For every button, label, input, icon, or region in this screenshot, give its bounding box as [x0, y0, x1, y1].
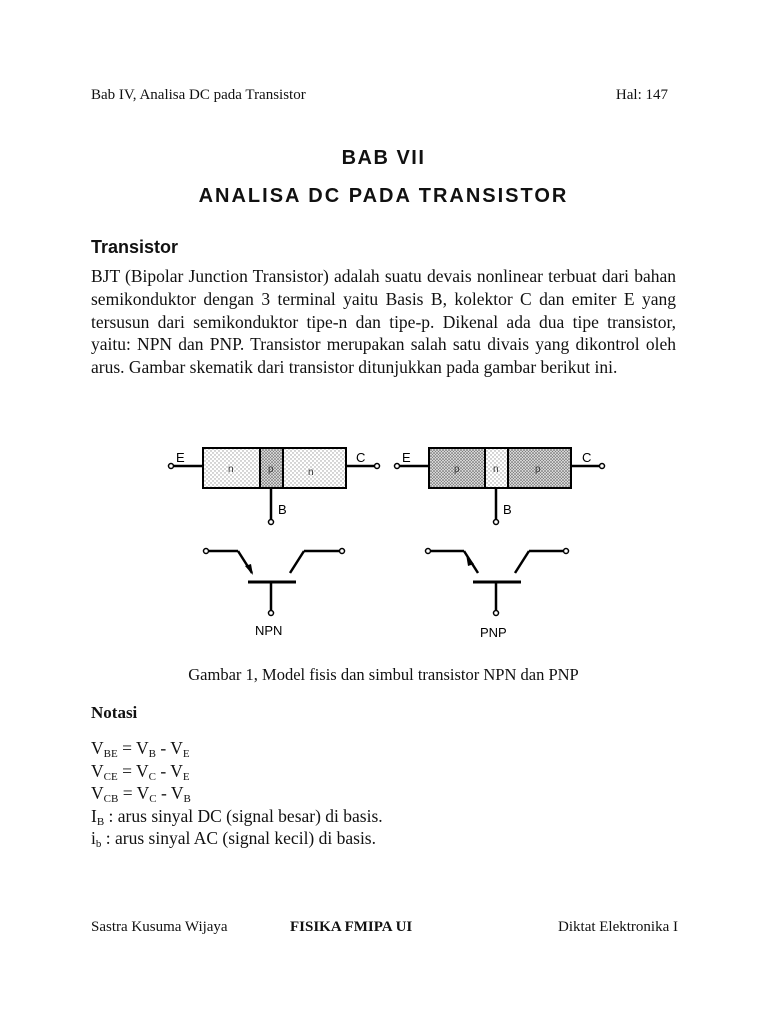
npn-symbol	[204, 549, 345, 639]
notasi-item-vbe: $V_{BE} = V_B - V_E$	[91, 738, 190, 760]
npn-collector-region	[283, 448, 346, 488]
transistor-diagram	[160, 440, 620, 650]
notasi-heading: Notasi	[91, 703, 138, 722]
npn-emitter-arrow	[245, 564, 253, 575]
body-paragraph: BJT (Bipolar Junction Transistor) adalah suatu devais nonlinear terbuat dari bahan semikonduktor dengan 3 terminal yaitu Basis B, kolektor C dan emiter E yang tersusun dari semikonduktor tipe-n dan tipe-p. Dikenal ada dua tipe transistor, yaitu: NPN dan PNP. Transistor merupakan salah satu divais yang dikontrol oleh arus. Gambar skematik dari transistor ditunjukkan pada gambar berikut ini.	[91, 266, 676, 378]
pnp-region-2-label: n	[493, 464, 499, 475]
notasi-list	[91, 737, 651, 850]
npn-symbol-label: NPN	[255, 623, 283, 638]
npn-collector-label: C	[356, 450, 366, 465]
page-footer	[91, 919, 678, 939]
npn-collector-terminal	[375, 464, 380, 469]
pnp-emitter-arrow	[466, 554, 474, 566]
figure-caption: Gambar 1, Model fisis dan simbul transistor NPN dan PNP	[188, 665, 579, 684]
npn-region-2-label: p	[268, 464, 274, 475]
npn-region-3-label: n	[308, 467, 314, 478]
npn-base-terminal	[269, 520, 274, 525]
header-chapter-reference: Bab IV, Analisa DC pada Transistor	[91, 87, 306, 103]
footer-institution: FISIKA FMIPA UI	[290, 919, 413, 935]
npn-emitter-label: E	[176, 450, 185, 465]
pnp-base-terminal	[494, 520, 499, 525]
npn-region-1-label: n	[228, 464, 234, 475]
footer-author: Sastra Kusuma Wijaya	[91, 919, 228, 935]
pnp-emitter-terminal	[395, 464, 400, 469]
header-page-number: Hal: 147	[615, 87, 668, 103]
notasi-item-vcb: $V_{CB} = V_C - V_B$	[91, 783, 191, 805]
pnp-collector-terminal	[600, 464, 605, 469]
pnp-base-label: B	[503, 502, 512, 517]
pnp-symbol-label: PNP	[480, 625, 507, 640]
pnp-physical-model	[395, 448, 605, 525]
chapter-subtitle: ANALISA DC PADA TRANSISTOR	[198, 185, 569, 207]
section-heading: Transistor	[91, 237, 179, 257]
chapter-title: BAB VII	[341, 147, 426, 169]
notasi-item-ib-ac: $i_b$ : arus sinyal AC (signal kecil) di basis.	[91, 828, 376, 850]
running-header	[91, 87, 668, 107]
pnp-region-1-label: p	[454, 464, 460, 475]
npn-base-label: B	[278, 502, 287, 517]
pnp-region-3-label: p	[535, 464, 541, 475]
pnp-symbol	[426, 549, 569, 641]
npn-physical-model	[169, 448, 380, 525]
notasi-item-ib-dc: $I_B$ : arus sinyal DC (signal besar) di basis.	[91, 805, 383, 828]
footer-course: Diktat Elektronika I	[558, 919, 678, 935]
pnp-collector-label: C	[582, 450, 592, 465]
npn-emitter-terminal	[169, 464, 174, 469]
transistor-figure	[160, 440, 620, 650]
pnp-emitter-label: E	[402, 450, 411, 465]
notasi-item-vce: $V_{CE} = V_C - V_E$	[91, 760, 190, 783]
